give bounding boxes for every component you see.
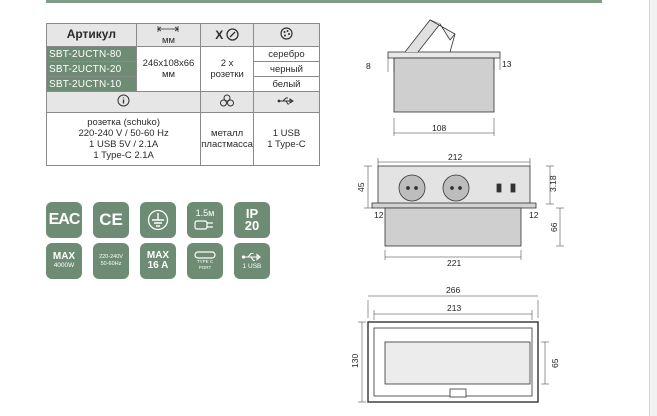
dim-65: 65 — [550, 358, 560, 368]
dim-108: 108 — [432, 123, 447, 133]
front-view-drawing — [364, 158, 564, 260]
dim-212: 212 — [448, 152, 463, 162]
cable-length-badge: 1.5м — [187, 202, 223, 238]
color-value: черный — [253, 62, 319, 77]
dim-266: 266 — [446, 285, 461, 295]
eac-badge: EAC — [46, 202, 82, 238]
side-view-drawing — [388, 20, 500, 136]
max-current-badge: MAX 16 A — [140, 243, 176, 279]
voltage-badge: 220-240V 50-60Hz — [93, 243, 129, 279]
dim-8: 8 — [366, 61, 371, 71]
dim-45: 45 — [356, 182, 366, 192]
article-header: Артикул — [47, 24, 137, 47]
max-power-badge: MAX 4000W — [46, 243, 82, 279]
sku-cell: SBT-2UCTN-80 — [47, 47, 137, 62]
size-unit-label: мм — [161, 35, 175, 46]
sockets-value: 2 x розетки — [201, 47, 254, 92]
dim-130: 130 — [350, 353, 360, 368]
dim-3.18: 3.18 — [548, 175, 558, 192]
dim-12-left: 12 — [374, 210, 384, 220]
size-value: 246x108x66 мм — [136, 47, 201, 92]
dim-12-right: 12 — [529, 210, 539, 220]
usb-cell: 1 USB 1 Type-C — [253, 113, 319, 166]
dim-66: 66 — [549, 222, 559, 232]
color-value: белый — [253, 77, 319, 92]
usb-badge: 1 USB — [234, 243, 270, 279]
ip-badge: IP 20 — [234, 202, 270, 238]
dim-221: 221 — [447, 258, 462, 268]
sockets-header: X — [201, 24, 254, 47]
sku-cell: SBT-2UCTN-10 — [47, 77, 137, 92]
dim-13: 13 — [502, 59, 512, 69]
ce-badge: CE — [93, 202, 129, 238]
material-cell: металл пластмасса — [201, 113, 254, 166]
color-value: серебро — [253, 47, 319, 62]
dim-213: 213 — [447, 303, 462, 313]
typec-badge: TYPE C PORT — [187, 243, 223, 279]
sku-cell: SBT-2UCTN-20 — [47, 62, 137, 77]
description-cell: розетка (schuko) 220-240 V / 50-60 Hz 1 USB 5V / 2.1A 1 Type-C 2.1A — [47, 113, 201, 166]
